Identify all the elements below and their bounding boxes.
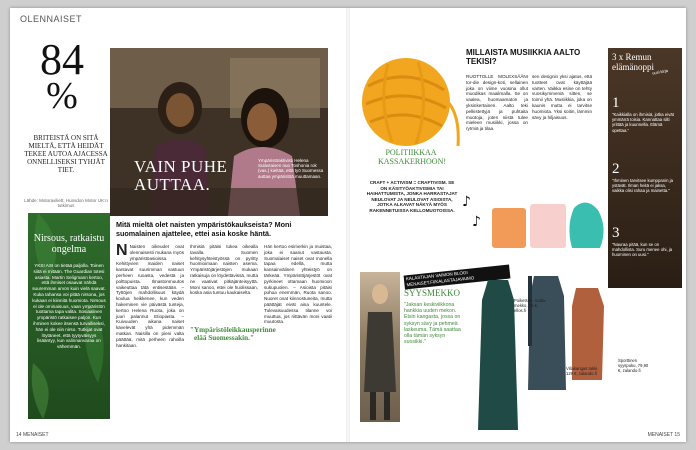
- remun-item-number: 2: [612, 161, 620, 177]
- coat-caption-1: Poiketsuk- malla-mekko, 25 €, ellos.fi: [514, 298, 547, 313]
- orange-cup-icon: [492, 208, 526, 248]
- dark-dress-icon: [478, 280, 518, 430]
- person-photo: [360, 272, 400, 422]
- music-note-icon: ♪: [462, 194, 471, 210]
- remun-title: 3 x Remun elämänoppi: [612, 52, 654, 72]
- remun-item-text: "Nauraa pitää, kun se on mahdollista. Suru menee ohi, ja huominen on uusi.": [612, 242, 673, 258]
- hero-overlay-text: VAIN PUHE AUTTAA.: [134, 157, 228, 194]
- remun-item-1: [612, 94, 678, 133]
- aalto-vase-icon: [569, 202, 603, 248]
- remun-item-number: 3: [612, 225, 620, 241]
- remun-item-2: [612, 160, 678, 194]
- folio-left: 14 MENAISET: [16, 432, 49, 438]
- remun-panel: [608, 48, 682, 288]
- folio-right: MENAISET 15: [647, 432, 680, 438]
- remun-item-text: "Kaikkialla on ihmisiä, jotka eivät ymmärrä toisia. Kannattaa silti yrittää ja kuunnella. Elämä opettaa.": [612, 112, 674, 133]
- coat-icon: [528, 276, 566, 390]
- left-page: [10, 8, 348, 442]
- coats-illustration: [468, 270, 608, 440]
- section-tag: OLENNAISET: [20, 14, 83, 24]
- coat-caption-2: Villakangas takki, 129 €, zalando.fi: [566, 366, 599, 376]
- percent-sign: %: [46, 75, 78, 117]
- pink-cup-icon: [530, 204, 566, 248]
- yarn-ball-image: [348, 46, 464, 156]
- stat-source: Lähde: Motoraviliett, Hunsdon Motor UK:n tutkimus: [24, 198, 108, 208]
- syysmekko-title: SYYSMEKKO: [404, 288, 461, 298]
- article-column-3: Hän kertoo esimerkin ja muistaa, joka ei saanut vastausta. Suomalaiset naiset ovat monella tapaa edellä, mutta kansainvälinen yhteistyö on tärkeää. Ympäristöjärjestöt ovat pyrkineet ottamaan huomioon sukupuolen. – Asioista pitäisi puhua enemmän, Ruota sanoo. Nuoret ovat kiinnostuneita, mutta päättäjät eivät aina kuuntele. Tulevaisuudessa tilanne voi muuttua, jos riittävän moni vaatii muutosta.: [264, 244, 332, 325]
- music-note-icon: ♪: [472, 214, 481, 230]
- glassware-illustration: [462, 186, 612, 256]
- sidebar-title: Nirsous, ratkaistu ongelma: [33, 233, 105, 255]
- drop-cap: N: [116, 242, 128, 259]
- yarn-ball-icon: [348, 46, 464, 156]
- stat-quote: BRITEISTÄ ON SITÄ MIELTÄ, ETTÄ HEIDÄT TEKEE AUTOA AJACESSA ONNELLISEKSI TYHJÄT TIET.: [24, 134, 108, 174]
- sidebar-green-box: [28, 213, 110, 419]
- article-column-2: Ihmisiä pitäisi tukea oikealla tavalla. Suomen kehitysyhteistyössä on pyritty huomioimaan naisten asema. Ympäristöjärjestöjen mukaan ratkaisuja on löydettävissä, mutta ne vaativat pitkäjänteisyyttä. Moni sanoo, ettei ole huolissaan, koska asia tuntuu kaukaiselta.: [190, 244, 258, 296]
- pull-quote: "Ympäristöleikkausperinne elää Suomessakin.": [190, 326, 276, 342]
- coat-caption-3: Sporttinen syyspuku, 79,90 €, zalando.fi: [618, 358, 649, 373]
- article-column-1-text: Naisten oikeudet ovat olennaisesti mukana myös ympäristöasioissa. Kehittyvien maiden naiset kantavat suurimman vastuun perheen ruoasta, vedestä ja polttopuista. Ilmastonmuutos vaikeuttaa tätä entisestään. – Tyttöjen mahdollisuus käydä koulua heikkenee, kun veden hakeminen vie päivästä tunteja, kertoo Helena Ruota, joka on juuri palannut Etiopiasta. – Kuivuuden aikana naiset kävelevät yhä pidemmän matkan. Naisilla on pieni valta päättää, mitä perheen rahoilla hankitaan.: [116, 244, 184, 348]
- remun-item-number: 1: [612, 95, 620, 111]
- politiikkaa-title: POLITIIKKAA KASSAKERHOON!: [378, 148, 447, 166]
- remun-handwritten: uusi kirja: [651, 67, 669, 76]
- article-headline: Mitä mieltä olet naisten ympäristökaukseista? Moni suomalainen ajattelee, ettei asia koske häntä.: [116, 220, 292, 238]
- politiikkaa-text: CRAFT + ACTIVISM = CRAFTIVISM. SE ON KÄSITYÖAKTIVISMIA TAI HAIHATTUMISTA, JONKA HARRASTAJAT NEULOVAT JA NEULOVAT ASIOISTA, JOTKA ALKAVAT NÄKYÄ MYÖS RAKENNETUISSA KELLOMUOTOISSA.: [366, 180, 458, 213]
- magazine-spread: [10, 8, 686, 442]
- article-column-1: [116, 244, 184, 348]
- musiikkia-column-2: sen designin yksi ajatus, että tuotteet ovat käyttäjää varten. Vaikka esine on tehty vuosikymmeniä sitten, se toimii yhä. Musiikkia, joka on kaunis mutta ei tarvitse huomiota. Yksi soitin, lämmin sävy ja hiljaisuus.: [532, 74, 592, 120]
- hero-caption: Ympäristöaktivisti Helena Sulavtaisen nuo Toshonia rok (vas.) kieltää, että työ Suomessa auttaa ympäristöä muuttamaan.: [258, 158, 324, 179]
- remun-item-3: [612, 224, 678, 258]
- blog-tag: KALASTAJAN VAIMON BLOGI MENAISET.FI/KALASTAJAVAIMO: [404, 264, 511, 289]
- syysmekko-text: "Jaksan keskiviikkona hankkia uuden mekon. Etsin kangasta, jossa on syksyn sävy ja pehmeä laskeuma. Tämä saattaa olla tämän syksyn suosikki.": [404, 302, 461, 346]
- musiikkia-title: MILLAISTA MUSIIKKIA AALTO TEKISI?: [466, 48, 581, 66]
- musiikkia-column-1: RUOTTOLLE MOLEXSÄÄNI tor-die design-koti, sellainen joka on viime vuosina ollut muodikas maailmalla. Se on vaalea, huomaamaton ja yksinkertainen. Aalto teki pelkistettyjä ja puhtaita muotoja, joten niistä tulee mieleen musiikki, jossa on rytmiä ja tilaa.: [466, 74, 528, 132]
- person-illustration: [360, 272, 400, 422]
- sidebar-text: YKSI ASI on tietää paljolla. Toinen siitä ei mitään. The Guardian totesi asiasta. Martin Seligmann kertoo, että ihmiset osaavat nähdä suuremman arvon kuin vielä saavat. Kuka tahansa voi pitää nirsona, jos kukaan ei kiinnitä huomiota. Nirsous ei ole ominaisuus, vaan ympäristön tuottama tapa valita. Sosiaalinen ympäristö ratkaisee paljon. Kun ihminen kokee itsensä turvalliseksi, hän ei ole niin nirso. Tutkijat ovat löytäneet, että tyytyväisyys lisääntyy, kun valinnanvaraa on vähemmän.: [32, 263, 106, 350]
- stat-number: 84: [40, 35, 84, 84]
- right-page: [348, 8, 686, 442]
- remun-item-text: "Ihminen tarvitsee kumppanin ja ystävät. Ilman heitä ei jaksa, vaikka olisi rahaa ja mainetta.": [612, 178, 673, 194]
